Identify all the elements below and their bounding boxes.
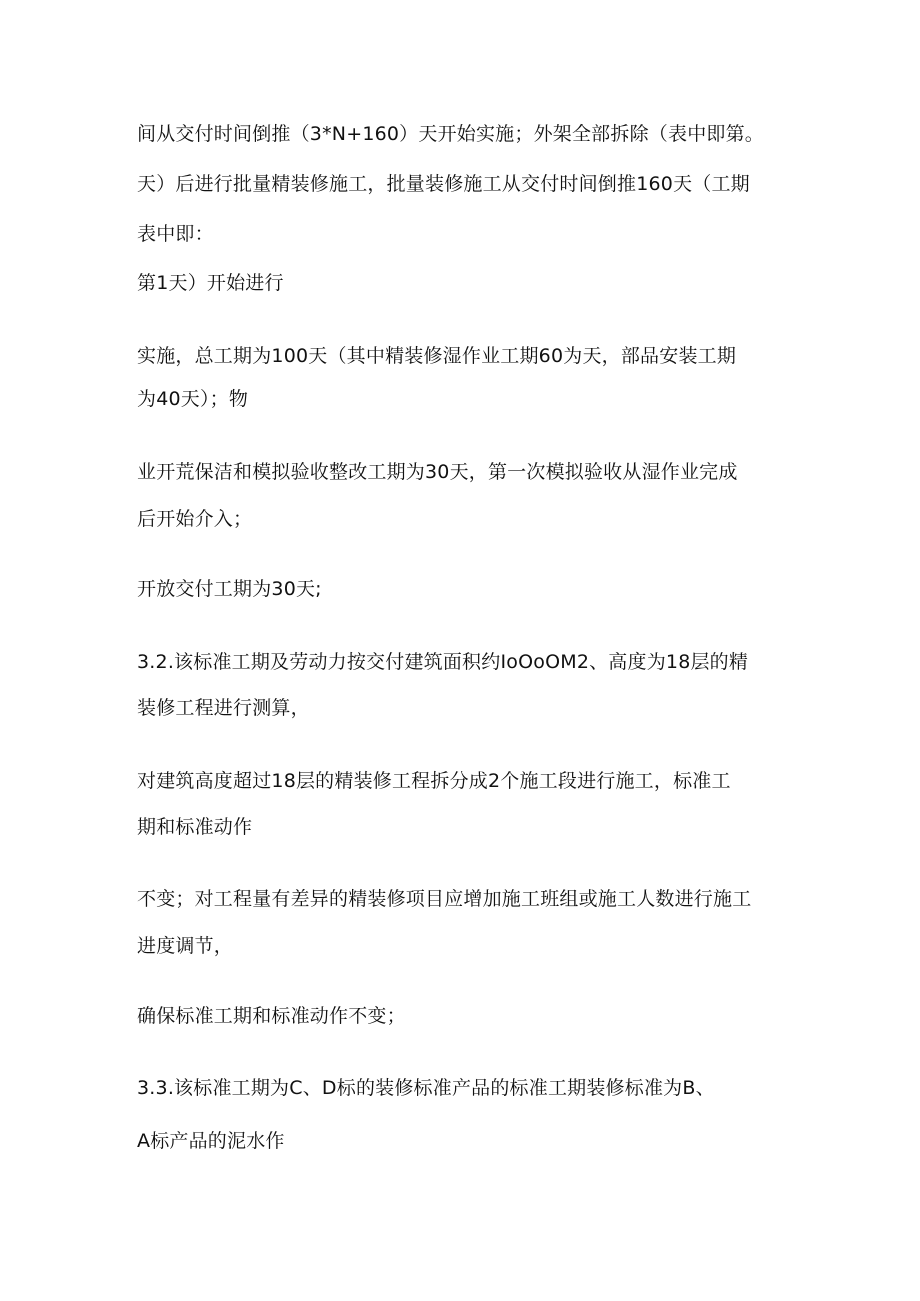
text-line: 进度调节， [137,935,234,957]
text-line: 对建筑高度超过18层的精装修工程拆分成2个施工段进行施工，标准工 [137,770,731,792]
text-line: A标产品的泥水作 [137,1130,285,1152]
text-line: 确保标准工期和标准动作不变； [137,1005,406,1027]
text-line: 第1天）开始进行 [137,272,284,294]
text-line: 表中即： [137,223,214,245]
text-line: 装修工程进行测算， [137,697,310,719]
text-line: 3.3.该标准工期为C、D标的装修标准产品的标准工期装修标准为B、 [137,1077,715,1099]
text-line: 业开荒保洁和模拟验收整改工期为30天，第一次模拟验收从湿作业完成 [137,461,738,483]
text-line: 天）后进行批量精装修施工，批量装修施工从交付时间倒推160天（工期 [137,173,750,195]
text-line: 期和标准动作 [137,816,253,838]
text-line: 为40天）；物 [137,388,249,410]
text-line: 间从交付时间倒推（3*N+160）天开始实施；外架全部拆除（表中即第。 [137,123,764,145]
text-line: 实施，总工期为100天（其中精装修湿作业工期60为天，部品安装工期 [137,345,737,367]
text-line: 后开始介入； [137,508,253,530]
text-line: 不变；对工程量有差异的精装修项目应增加施工班组或施工人数进行施工 [137,888,752,910]
text-line: 3.2.该标准工期及劳动力按交付建筑面积约IoOoOM2、高度为18层的精 [137,651,749,673]
text-line: 开放交付工期为30天; [137,578,322,600]
